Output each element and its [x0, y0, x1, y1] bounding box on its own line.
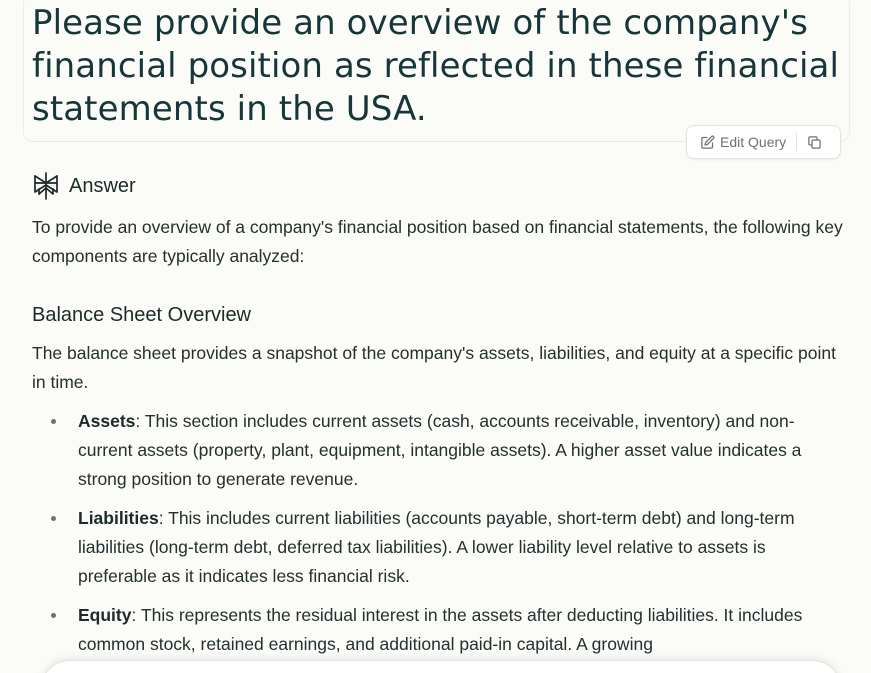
answer-label: Answer — [69, 174, 136, 197]
list-item-term: Liabilities — [78, 508, 159, 528]
answer-header — [33, 172, 136, 200]
bullet-list — [32, 407, 844, 659]
section-heading: Balance Sheet Overview — [32, 304, 252, 326]
list-item-text: : This section includes current assets (cash, accounts receivable, inventory) and non-current assets (property, plant, equipment, intangible assets). A higher asset value indicates a strong position to generate revenue. — [78, 411, 802, 489]
list-item — [78, 407, 844, 494]
perplexity-logo-icon — [33, 172, 59, 200]
copy-icon — [807, 135, 822, 150]
query-actions — [686, 125, 841, 159]
copy-query-button[interactable] — [797, 126, 831, 158]
edit-query-label: Edit Query — [720, 134, 787, 150]
section-description: The balance sheet provides a snapshot of the company's assets, liabilities, and equity at a specific point in time. — [32, 343, 836, 392]
list-item-text: : This represents the residual interest in the assets after deducting liabilities. It includes common stock, retained earnings, and additional paid-in capital. A growing — [78, 605, 803, 654]
follow-up-input-bar[interactable] — [40, 660, 842, 673]
list-item-term: Equity — [78, 605, 132, 625]
list-item — [78, 504, 844, 591]
edit-query-button[interactable] — [687, 126, 796, 158]
list-item-text: : This includes current liabilities (accounts payable, short-term debt) and long-term liabilities (long-term debt, deferred tax liabilities). A lower liability level relative to assets is preferable as it indicates less financial risk. — [78, 508, 795, 586]
query-title: Please provide an overview of the company's financial position as reflected in these financial statements in the USA. — [32, 3, 840, 129]
answer-content — [32, 213, 844, 669]
answer-intro: To provide an overview of a company's financial position based on financial statements, the following key components are typically analyzed: — [32, 217, 843, 266]
list-item — [78, 601, 844, 659]
list-item-term: Assets — [78, 411, 136, 431]
edit-pencil-icon — [700, 135, 715, 150]
